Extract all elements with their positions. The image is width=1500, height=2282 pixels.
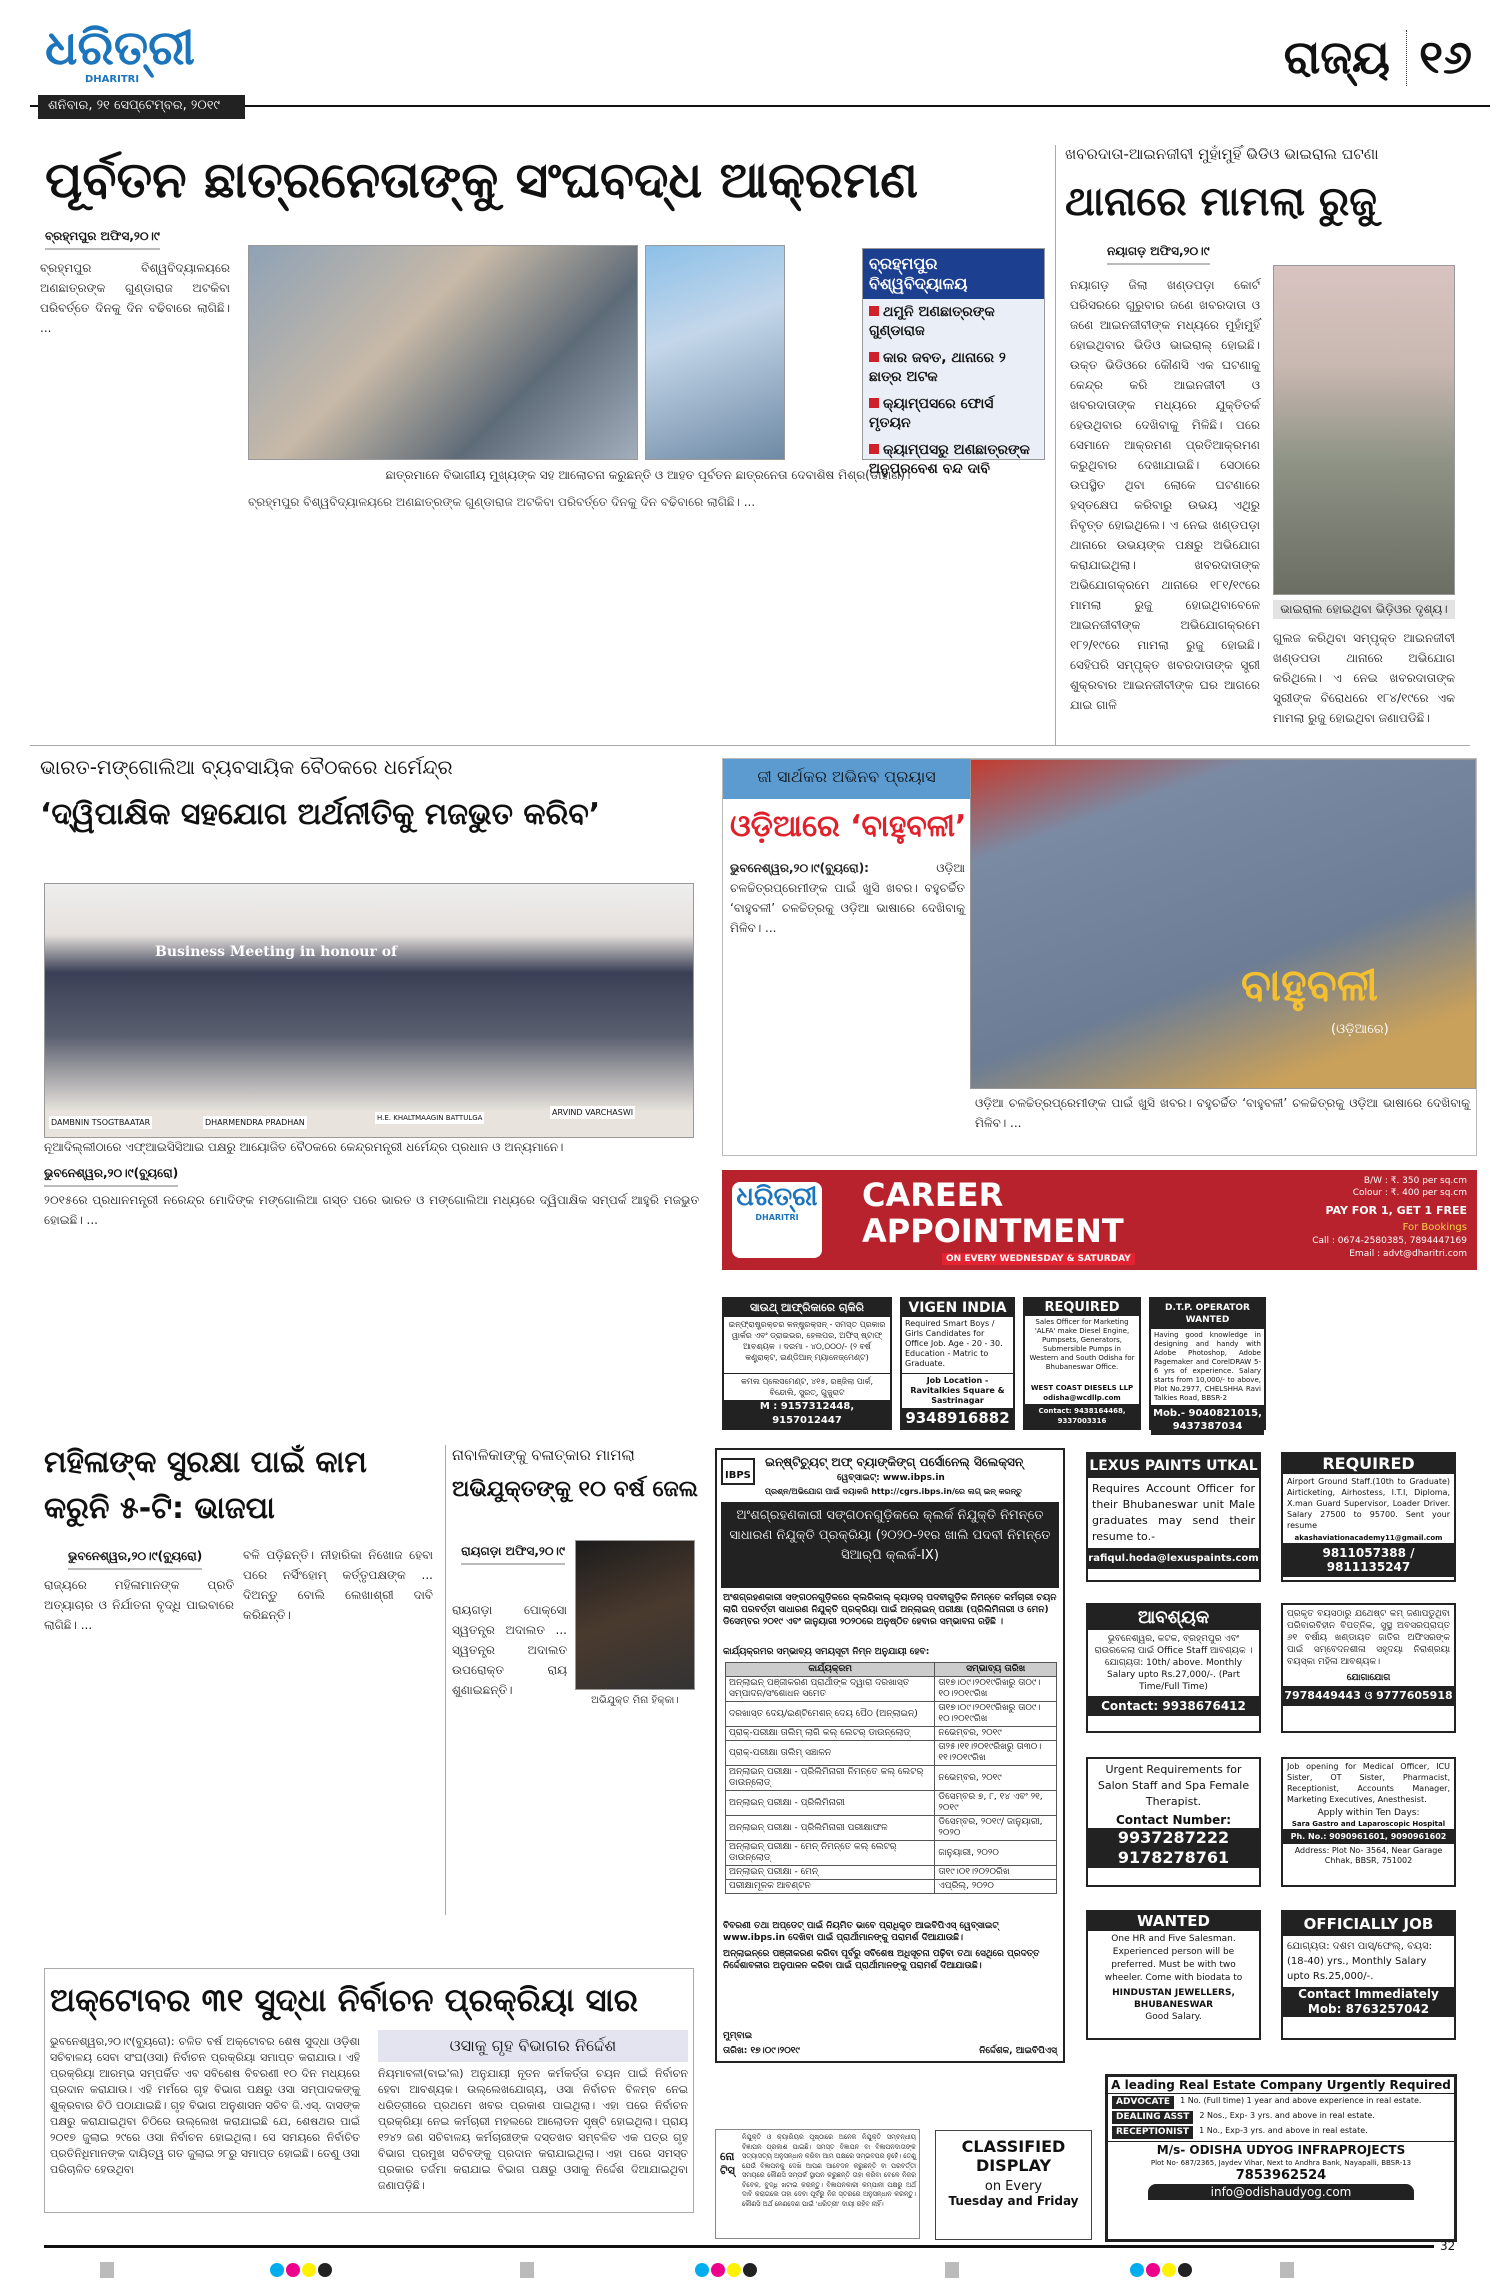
table-row: [726, 1816, 1057, 1841]
notice-box: ନୋଟିସ୍ ନିଯୁକ୍ତି ଓ କ୍ୟାରିୟର ପୃଷ୍ଠାରେ ଅନେକ ନିଯୁକ୍ତି ସମ୍ବନ୍ଧୀୟ ବିଜ୍ଞାପନ ପ୍ରକାଶ ପାଇଛି। ସମସ୍ତ ବିଜ୍ଞାପନ ବା ବିଜ୍ଞାପନଦାତାଙ୍କ ସତ୍ୟାସତ୍ୟ ଅନୁସନ୍ଧାନ କରିବା ଆମ ପକ୍ଷରେ ସମ୍ଭବପର ନୁହେଁ। ତେଣୁ ଯେଉଁ ବିଜ୍ଞାପନକୁ ଦେଖି ଆପଣ ଆବେଦନ କରୁଛନ୍ତି ବା ପରବର୍ତ୍ତୀ ସମୟରେ କୌଣସି ସମ୍ପର୍କ ସ୍ଥାପନ କରୁଛନ୍ତି ତାହା କରିବା ବେଳେ ନିଜର ବିବେକ, ବୁଦ୍ଧି ଖଟାଇ କରନ୍ତୁ। ବିଜ୍ଞାପନକାରୀ କମ୍ପାନୀ ପକ୍ଷରୁ ଅର୍ଥ ଦାବି କରାଗଲେ ତାହା ଦେବା ପୂର୍ବରୁ ନିଜ ସ୍ତରରେ ଅନୁସନ୍ଧାନ କରନ୍ତୁ। କୌଣସି ଅର୍ଥ ନେଣଦେଣ ପାଇଁ 'ଧରିତ୍ରୀ' ଦାୟୀ ରହିବ ନାହିଁ।: [715, 2129, 920, 2239]
ad-sara-hospital: Job opening for Medical Officer, ICU Sister, OT Sister, Pharmacist, Receptionist, Accounts Manager, Marketing Executives, Anesthesist. Apply within Ten Days: Sara Gastro and Laparoscopic Hospital Ph. No.: 9090961601, 9090961602 Address: Plot No- 3564, Near Garage Chhak, BBSR, 751002: [1281, 1757, 1456, 1887]
story3-photo-meeting: [44, 883, 694, 1138]
table-cell: ଅନ୍‌ଲାଇନ୍ ପରୀକ୍ଷା - ମେନ୍: [726, 1866, 935, 1880]
gray-swatch: [945, 2262, 959, 2278]
table-cell: ତା୧୭।୦୯।୨୦୧୯ରିଖରୁ ତା୦୯।୧୦।୨୦୧୯ରିଖ: [935, 1702, 1057, 1727]
story4-body: ଭୁବନେଶ୍ୱର,୨୦।୯(ବ୍ୟୁରୋ): ଓଡ଼ିଆ ଚଳଚ୍ଚିତ୍ରପ୍ରେମୀଙ୍କ ପାଇଁ ଖୁସି ଖବର। ବହୁଚର୍ଚ୍ଚିତ ‘ବାହୁବଳୀ’ ଚଳଚ୍ଚିତ୍ରକୁ ଓଡ଼ିଆ ଭାଷାରେ ଦେଖିବାକୁ ମିଳିବ। ...: [730, 861, 965, 935]
story1-photo-caption: ଛାତ୍ରମାନେ ବିଭାଗୀୟ ମୁଖ୍ୟଙ୍କ ସହ ଆଲୋଚନା କରୁଛନ୍ତି ଓ ଆହତ ପୂର୍ବତନ ଛାତ୍ରନେତା ଦେବାଶିଷ ମିଶ୍ର(ଡାହାଣ)।: [385, 468, 911, 482]
gray-swatch: [520, 2262, 534, 2278]
story6-body: ରାୟଗଡ଼ା ପୋକ୍ସୋ ସ୍ୱତନ୍ତ୍ର ଅଦାଲତ ... ସ୍ୱତନ୍ତ୍ର ଅଦାଲତ ଉପରୋକ୍ତ ରାୟ ଶୁଣାଇଛନ୍ତି।: [452, 1603, 567, 1697]
ad-airport-staff: REQUIRED Airport Ground Staff.(10th to Graduate) Airticketing, Airhostess, I.T.I, Diploma, X.man Guard Supervisor, Loader Driver. Salary 27500 to 95700. Sent your resume akashaviationacademy11@gmail.com 9811057388 / 9811135247: [1281, 1452, 1456, 1582]
role-row: [1112, 2126, 1450, 2139]
story1-dateline: ବ୍ରହ୍ମପୁର ଅଫିସ,୨୦।୯: [45, 225, 160, 250]
career-rate-bw: B/W : ₹. 350 per sq.cm: [1363, 1176, 1467, 1186]
table-cell: ତା୧୯।୦୧।୨୦୨୦ରିଖ: [935, 1866, 1057, 1880]
infobox-item: କ୍ୟାମ୍ପସରୁ ଅଣଛାତ୍ରଙ୍କ ଅନୁପ୍ରବେଶ ବନ୍ଦ ଦାବି: [869, 442, 1030, 477]
table-cell: ନଭେମ୍ବର, ୨୦୧୯: [935, 1727, 1057, 1741]
table-row: [726, 1741, 1057, 1766]
ad-bride-wanted: ପ୍ରକୃତ ବୟସଠାରୁ ଯଥେଷ୍ଟ କମ୍ ଜଣାପଡୁଥିବା ପରିବାରବିହୀନ ବିପତ୍ନିକ, ସୁସ୍ଥ ଅବସରପ୍ରାପ୍ତ ୬୧ ବର୍ଷୀୟ ଖଣ୍ଡାୟତ ଜାତିର ଅଫିସରଙ୍କ ପାଇଁ ସମ୍ବେଦନଶୀଳା ସହୃଦୟା ନିରାଶ୍ରୟା ବୟସ୍କା ମହିଳା ଆବଶ୍ୟକ। ଯୋଗାଯୋଗ 7978449443 ଓ 9777605918: [1281, 1603, 1456, 1733]
story6-kicker: ନାବାଳିକାଙ୍କୁ ବଳାତ୍କାର ମାମଲା: [452, 1446, 635, 1464]
story2-dateline: ନୟାଗଡ଼ ଅଫିସ,୨୦।୯: [1107, 240, 1210, 265]
ad-officially-job: OFFICIALLY JOB ଯୋଗ୍ୟତା: ଦଶମ ପାସ୍/ଫେଲ୍, ବୟସ: (18-40) yrs., Monthly Salary upto Rs.25,000/-. Contact Immediately Mob: 8763257042: [1281, 1910, 1456, 2040]
table-cell: ଅନ୍‌ଲାଇନ୍ ପରୀକ୍ଷା - ପ୍ରିଲିମିନାରୀ ପରୀକ୍ଷାଫଳ: [726, 1816, 935, 1841]
ad-ibps: IBPS ଇନ୍‌ଷ୍ଟିଚ୍ୟୁଟ୍ ଅଫ୍ ବ୍ୟାଙ୍କିଙ୍ଗ୍ ପର୍ସୋନେଲ୍ ସିଲେକ୍ସନ୍ ୱେବ୍‌ସାଇଟ୍: www.ibps.in ପ୍ରଶ୍ନ/ଅଭିଯୋଗ ପାଇଁ ଦୟାକରି http://cgrs.ibps.in/ରେ ଲଗ୍ ଇନ୍ କରନ୍ତୁ ଅଂଶଗ୍ରହଣକାରୀ ସଙ୍ଗଠନଗୁଡ଼ିକରେ କ୍ଲର୍କ ନିଯୁକ୍ତି ନିମନ୍ତେ ସାଧାରଣ ନିଯୁକ୍ତି ପ୍ରକ୍ରିୟା (୨୦୨୦-୨୧ର ଖାଲି ପଦବୀ ନିମନ୍ତେ ସିଆର୍‌ପି କ୍ଲର୍କ-IX) ଅଂଶଗ୍ରହଣକାରୀ ସଙ୍ଗଠନଗୁଡ଼ିକରେ କ୍ଲରିକାଲ୍ କ୍ୟାଡର୍ ପଦବୀଗୁଡ଼ିକ ନିମନ୍ତେ କର୍ମଚାରୀ ଚୟନ ଲାଗି ପରବର୍ତ୍ତୀ ସାଧାରଣ ନିଯୁକ୍ତି ପ୍ରକ୍ରିୟା ପାଇଁ ଅନ୍‌ଲାଇନ୍ ପରୀକ୍ଷା (ପ୍ରିଲିମିନାରୀ ଓ ମେନ) ଡିସେମ୍ବର ୨୦୧୯ ଏବଂ ଜାନୁୟାରୀ ୨୦୨୦ରେ ଅନୁଷ୍ଠିତ ହେବାର ସମ୍ଭାବନା ରହିଛି । କାର୍ଯ୍ୟକ୍ରମର ସମ୍ଭାବ୍ୟ ସମୟସୂଚୀ ନିମ୍ନ ଅନୁଯାୟୀ ହେବ: କାର୍ଯ୍ୟକ୍ରମ ସମ୍ଭାବ୍ୟ ତାରିଖ ଅନ୍‌ଲାଇନ୍ ପଞ୍ଜୀକରଣ ପ୍ରାର୍ଥୀଙ୍କ ଦ୍ୱାରା ଦରଖାସ୍ତ ସମ୍ପାଦନ/ସଂଶୋଧନ ସମେତ ତା୧୭।୦୯।୨୦୧୯ରିଖରୁ ତା୦୯।୧୦।୨୦୧୯ରିଖ ଦରଖାସ୍ତ ଦେୟ/ଇଣ୍ଟିମେଶନ୍ ଦେୟ ପୈଠ (ଅନ୍‌ଲାଇନ୍) ତା୧୭।୦୯।୨୦୧୯ରିଖରୁ ତା୦୯।୧୦।୨୦୧୯ରିଖ ପ୍ରାକ୍-ପରୀକ୍ଷା ତାଲିମ୍ ଲାଗି କଲ୍ ଲେଟର୍ ଡାଉନ୍‌ଲୋଡ୍ ନଭେମ୍ବର, ୨୦୧୯ ପ୍ରାକ୍-ପରୀକ୍ଷା ତାଲିମ୍ ସଞ୍ଚାଳନ ତା୨୫।୧୧।୨୦୧୯ରିଖରୁ ତା୩୦।୧୧।୨୦୧୯ରିଖ ଅନ୍‌ଲାଇନ୍ ପରୀକ୍ଷା - ପ୍ରିଲିମିନାରୀ ନିମନ୍ତେ କଲ୍ ଲେଟର୍ ଡାଉନ୍‌ଲୋଡ୍ ନଭେମ୍ବର, ୨୦୧୯ ଅନ୍‌ଲାଇନ୍ ପରୀକ୍ଷା - ପ୍ରିଲିମିନାରୀ ଡିସେମ୍ବର ୭, ୮, ୧୪ ଏବଂ ୨୧, ୨୦୧୯ ଅନ୍‌ଲାଇନ୍ ପରୀକ୍ଷା - ପ୍ରିଲିମିନାରୀ ପରୀକ୍ଷାଫଳ ଡିସେମ୍ବର, ୨୦୧୯/ ଜାନୁୟାରୀ, ୨୦୨୦ ଅନ୍‌ଲାଇନ୍ ପରୀକ୍ଷା - ମେନ୍ ନିମନ୍ତେ କଲ୍ ଲେଟର୍ ଡାଉନ୍‌ଲୋଡ୍ ଜାନୁୟାରୀ, ୨୦୨୦ ଅନ୍‌ଲାଇନ୍ ପରୀକ୍ଷା - ମେନ୍ ତା୧୯।୦୧।୨୦୨୦ରିଖ ପରୀକ୍ଷାମୂଳକ ଆବଣ୍ଟନ ଏପ୍ରିଲ୍, ୨୦୨୦ ବିବରଣୀ ତଥା ଅପ୍‌ଡେଟ୍ ପାଇଁ ନିୟମିତ ଭାବେ ପ୍ରାଧିକୃତ ଆଇବିପିଏସ୍ ୱେବ୍‌ସାଇଟ୍ www.ibps.in ଦେଖିବା ପାଇଁ ପ୍ରାର୍ଥୀମାନଙ୍କୁ ପରାମର୍ଶ ଦିଆଯାଉଛି। ଅନ୍‌ଲାଇନ୍‌ରେ ପଞ୍ଜୀକରଣ କରିବା ପୂର୍ବରୁ ସବିଶେଷ ଅଧିସୂଚନା ପଢ଼ିବା ତଥା ସେଥିରେ ପ୍ରଦତ୍ତ ନିର୍ଦ୍ଦେଶାବଳୀର ଅନୁପାଳନ କରିବା ପାଇଁ ପ୍ରାର୍ଥୀମାନଙ୍କୁ ପରାମର୍ଶ ଦିଆଯାଉଛି। ମୁମ୍ବାଇ ତାରିଖ: ୧୭।୦୯।୨୦୧୯ ନିର୍ଦ୍ଦେଶକ, ଆଇବିପିଏସ୍: [715, 1448, 1065, 2063]
career-call: Call : 0674-2580385, 7894447169: [1312, 1236, 1467, 1246]
career-rate-colour: Colour : ₹. 400 per sq.cm: [1352, 1188, 1467, 1198]
table-cell: ତା୧୭।୦୯।୨୦୧୯ରିଖରୁ ତା୦୯।୧୦।୨୦୧୯ରିଖ: [935, 1677, 1057, 1702]
table-cell: ଡିସେମ୍ବର ୭, ୮, ୧୪ ଏବଂ ୨୧, ୨୦୧୯: [935, 1791, 1057, 1816]
table-row: [726, 1727, 1057, 1741]
column-divider: [445, 1445, 446, 1915]
table-cell: ତା୨୫।୧୧।୨୦୧୯ରିଖରୁ ତା୩୦।୧୧।୨୦୧୯ରିଖ: [935, 1741, 1057, 1766]
career-schedule: ON EVERY WEDNESDAY & SATURDAY: [942, 1253, 1135, 1265]
ad-odisha-udyog: A leading Real Estate Company Urgently Required ADVOCATE 1 No. (Full time) 1 year and above experience in real estate. DEALING ASST 2 Nos., Exp- 3 yrs. and above in real estate. RECEPTIONIST 1 No., Exp-3 yrs. and above in real estate. M/s- ODISHA UDYOG INFRAPROJECTS Plot No- 687/2365, Jaydev Vihar, Next to Andhra Bank, Nayapalli, BBSR-13 7853962524 info@odishaudyog.com: [1105, 2074, 1457, 2242]
story1-photo-injured: [645, 245, 785, 460]
story1-body: ବ୍ରହ୍ମପୁର ବିଶ୍ୱବିଦ୍ୟାଳୟରେ ଅଣଛାତ୍ରଙ୍କ ଗୁଣ୍ଡାରାଜ ଅଟକିବା ପରିବର୍ତ୍ତେ ଦିନକୁ ଦିନ ବଢିବାରେ ଲାଗିଛି। ...: [40, 261, 230, 335]
dharitri-logo: ଧରିତ୍ରୀ DHARITRI: [45, 20, 195, 85]
column-divider: [1055, 145, 1056, 745]
ad-abasyak: ଆବଶ୍ୟକ ଭୁବନେଶ୍ୱର, କଟକ, ବ୍ରହ୍ମପୁର ଏବଂ ରାଉରକେଲା ପାଇଁ Office Staff ଆବଶ୍ୟକ । ଯୋଗ୍ୟତା: 10th/ above. Monthly Salary upto Rs.27,000/-. (Part Time/Full Time) Contact: 9938676412: [1086, 1603, 1261, 1733]
table-row: [726, 1702, 1057, 1727]
print-page-number: 32: [1440, 2239, 1456, 2253]
table-row: [726, 1880, 1057, 1894]
story2-photo-caption: ଭାଇରାଲ ହୋଇଥିବା ଭିଡ଼ିଓର ଦୃଶ୍ୟ।: [1273, 600, 1455, 619]
story4-headline: ଓଡ଼ିଆରେ ‘ବାହୁବଳୀ’: [730, 809, 967, 844]
table-header: କାର୍ଯ୍ୟକ୍ରମ: [726, 1663, 935, 1677]
career-email: Email : advt@dharitri.com: [1349, 1249, 1467, 1259]
career-title-1: CAREER: [862, 1176, 1004, 1214]
table-cell: ଅନ୍‌ଲାଇନ୍ ପରୀକ୍ଷା - ମେନ୍ ନିମନ୍ତେ କଲ୍ ଲେଟର୍ ଡାଉନ୍‌ଲୋଡ୍: [726, 1841, 935, 1866]
masthead-rule: [30, 105, 1490, 107]
footer-rule: [44, 2245, 1434, 2248]
table-cell: ଏପ୍ରିଲ୍, ୨୦୨୦: [935, 1880, 1057, 1894]
story7-body-left: ଭୁବନେଶ୍ୱର,୨୦।୯(ବ୍ୟୁରୋ): ଚଳିତ ବର୍ଷ ଅକ୍ଟୋବର ଶେଷ ସୁଦ୍ଧା ଓଡ଼ିଶା ସଚିବାଳୟ ସେବା ସଂଘ(ଓସା) ନିର୍ବାଚନ ପ୍ରକ୍ରିୟା ସମାପ୍ତ କରାଯାଉ। ଏହି ପ୍ରକ୍ରିୟା ଆରମ୍ଭ ସମ୍ପର୍କିତ ଏବ ସବିଶେଷ ବିବରଣୀ ୧୦ ଦିନ ମଧ୍ୟରେ ପ୍ରଦାନ କରାଯାଉ। ଏହି ମର୍ମରେ ଗୃହ ବିଭାଗ ପକ୍ଷରୁ ଓସା ସମ୍ପାଦକଙ୍କୁ ଶୁକ୍ରବାର ଚିଠି ପଠାଯାଇଛି। ଗୃହ ବିଭାଗ ଅନୁଶାସନ ସଚିବ ଜି.ଏସ୍. ଦାସଙ୍କ ପକ୍ଷରୁ କରାଯାଇଥିବା ଚିଠିରେ ଉଲ୍ଲେଖ କରାଯାଇଛି ଯେ, ଶେଷଥର ପାଇଁ ୨୦୧୭ ଜୁଲାଇ ୨୯ରେ ଓସା ନିର୍ବାଚନ ହୋଇଥିଲା। ସେ ସମୟରେ ନିର୍ବାଚିତ ପ୍ରତିନିଧିମାନଙ୍କ ଦାୟିତ୍ୱ ଗତ ଜୁଲାଇ ୨୮ରୁ ସମାପ୍ତ ହୋଇଛି। ତେଣୁ ଓସା ପରିଚାଳିତ ହେଉଥିବା: [50, 2035, 360, 2176]
table-row: [726, 1791, 1057, 1816]
table-cell: ଡିସେମ୍ବର, ୨୦୧୯/ ଜାନୁୟାରୀ, ୨୦୨୦: [935, 1816, 1057, 1841]
table-cell: ଅନ୍‌ଲାଇନ୍ ପରୀକ୍ଷା - ପ୍ରିଲିମିନାରୀ ନିମନ୍ତେ କଲ୍ ଲେଟର୍ ଡାଉନ୍‌ଲୋଡ୍: [726, 1766, 935, 1791]
infobox-item: କାର ଜବତ, ଥାନାରେ ୨ ଛାତ୍ର ଅଟକ: [869, 350, 1006, 385]
table-cell: ପରୀକ୍ଷାମୂଳକ ଆବଣ୍ଟନ: [726, 1880, 935, 1894]
story1-headline: ପୂର୍ବତନ ଛାତ୍ରନେତାଙ୍କୁ ସଂଘବଦ୍ଧ ଆକ୍ରମଣ: [45, 151, 919, 209]
color-registration-marks: [100, 2262, 1500, 2282]
poster-title: ବାହୁବଳୀ: [1241, 960, 1379, 1011]
table-cell: ଦରଖାସ୍ତ ଦେୟ/ଇଣ୍ଟିମେଶନ୍ ଦେୟ ପୈଠ (ଅନ୍‌ଲାଇନ୍): [726, 1702, 935, 1727]
infobox-item: ଥମୁନି ଅଣଛାତ୍ରଙ୍କ ଗୁଣ୍ଡାରାଜ: [869, 304, 995, 339]
ibps-banner: ଅଂଶଗ୍ରହଣକାରୀ ସଙ୍ଗଠନଗୁଡ଼ିକରେ କ୍ଲର୍କ ନିଯୁକ୍ତି ନିମନ୍ତେ ସାଧାରଣ ନିଯୁକ୍ତି ପ୍ରକ୍ରିୟା (୨୦୨୦-୨୧ର ଖାଲି ପଦବୀ ନିମନ୍ତେ ସିଆର୍‌ପି କ୍ଲର୍କ-IX): [721, 1502, 1059, 1588]
ad-west-coast-diesels: REQUIRED Sales Officer for Marketing 'ALFA' make Diesel Engine, Pumpsets, Generators, Submersible Pumps in Western and South Odisha for Bhubaneswar Office. WEST COAST DIESELS LLP odisha@wcdllp.com Contact: 9438164468, 9337003316: [1023, 1297, 1141, 1430]
ad-south-africa: ସାଉଥ୍ ଆଫ୍ରିକାରେ ଚାକିରି ଇନ୍‌ଫ୍ରାଷ୍ଟ୍ରକ୍ଚର କନ୍‌ଷ୍ଟ୍ରକ୍ସନ୍ - ସମସ୍ତ ପ୍ରକାର ୱାର୍କର ଏବଂ ଡ୍ରାଇଭର, ହେଲପର, ଅଫିସ୍ ଷ୍ଟାଫ୍ ଆବଶ୍ୟକ । ଦରମା - ୪୦,୦୦୦/- (୨ ବର୍ଷ କଣ୍ଟ୍ରାକ୍ଟ, ଇଣ୍ଡିଆନ୍ ମ୍ୟାନେଜ୍‌ମେଣ୍ଟ) କମଲ ପ୍ଲେସମେଣ୍ଟ, ୪୧୫, ରଞ୍ଜିଲା ପାର୍କ, ବିନ୍ଦୋଲି, ସୁରତ୍, ଗୁଜୁରାଟ M : 9157312448, 9157012447: [722, 1297, 892, 1430]
table-cell: ପ୍ରାକ୍-ପରୀକ୍ଷା ତାଲିମ୍ ଲାଗି କଲ୍ ଲେଟର୍ ଡାଉନ୍‌ଲୋଡ୍: [726, 1727, 935, 1741]
story2-photo-jeep: [1273, 265, 1455, 595]
ad-vigen-india: VIGEN INDIA Required Smart Boys / Girls Candidates for Office Job. Age - 20 - 30. Education - Matric to Graduate. Job Location - Ravitalkies Square & Sastrinagar 9348916882: [900, 1297, 1015, 1430]
page-number: ୧୬: [1406, 30, 1472, 86]
career-logo: ଧରିତ୍ରୀ DHARITRI: [732, 1182, 822, 1258]
story1-body-cols: ବ୍ରହ୍ମପୁର ବିଶ୍ୱବିଦ୍ୟାଳୟରେ ଅଣଛାତ୍ରଙ୍କ ଗୁଣ୍ଡାରାଜ ଅଟକିବା ପରିବର୍ତ୍ତେ ଦିନକୁ ଦିନ ବଢିବାରେ ଲାଗିଛି। ...: [248, 495, 756, 509]
story7-body-right: ନିୟମାବଳୀ(ବାଇ'ଲ) ଅନୁଯାୟୀ ନୂତନ କର୍ମକର୍ତ୍ତା ଚୟନ ପାଇଁ ନିର୍ବାଚନ ହେବା ଆବଶ୍ୟକ। ଉଲ୍ଲେଖଯୋଗ୍ୟ, ଓସା ନିର୍ବାଚନ ବିଳମ୍ବ ନେଇ ଧରିତ୍ରୀରେ ପ୍ରଥମେ ଖବର ପ୍ରକାଶ ପାଇଥିଲା। ଏହା ପରେ ନିର୍ବାଚନ ପ୍ରକ୍ରିୟା ନେଇ କର୍ମଚାରୀ ମହଲରେ ଆଲୋଡନ ସୃଷ୍ଟି ହୋଇଥିଲା। ପ୍ରାୟ ୧୨୪୨ ଜଣ ସଚିବାଳୟ କର୍ମଚାରୀଙ୍କ ଦସ୍ତଖତ ସମ୍ବଳିତ ଏକ ପତ୍ର ଗୃହ ବିଭାଗ ପ୍ରମୁଖ ସଚିବଙ୍କୁ ପ୍ରଦାନ କରାଯାଇଥିଲା। ଏହା ପରେ ସମସ୍ତ ପ୍ରକାର ତର୍ଜମା କରାଯାଇ ବିଭାଗ ପକ୍ଷରୁ ଓସାକୁ ନିର୍ଦ୍ଦେଶ ଦିଆଯାଇଥିବା ଜଣାପଡ଼ିଛି।: [378, 2067, 688, 2192]
issue-date: ଶନିବାର, ୨୧ ସେପ୍ଟେମ୍ବର, ୨୦୧୯: [38, 95, 245, 119]
role-label: DEALING ASST: [1112, 2111, 1193, 2124]
story3-headline: ‘ଦ୍ୱିପାକ୍ଷିକ ସହଯୋଗ ଅର୍ଥନୀତିକୁ ମଜଭୁତ କରିବ’: [40, 797, 601, 832]
story3-body: ୨୦୧୫ରେ ପ୍ରଧାନମନ୍ତ୍ରୀ ନରେନ୍ଦ୍ର ମୋଦିଙ୍କ ମଙ୍ଗୋଲିଆ ଗସ୍ତ ପରେ ଭାରତ ଓ ମଙ୍ଗୋଲିଆ ମଧ୍ୟରେ ଦ୍ୱିପାକ୍ଷିକ ସମ୍ପର୍କ ଆହୁରି ମଜଭୁତ ହୋଇଛି। ...: [44, 1193, 699, 1227]
story2-body-cont: ଗୁଲଜ କରିଥିବା ସମ୍ପୃକ୍ତ ଆଇନଜୀବୀ ଖଣ୍ଡପଡା ଥାନାରେ ଅଭିଯୋଗ କରିଥିଲେ। ଏ ନେଇ ଖବରଦାତାଙ୍କ ସ୍ତ୍ରୀଙ୍କ ବିରୋଧରେ ୧୮୪/୧୯ରେ ଏକ ମାମଲା ରୁଜୁ ହୋଇଥିବା ଜଣାପଡିଛି।: [1273, 631, 1455, 725]
table-cell: ଜାନୁୟାରୀ, ୨୦୨୦: [935, 1841, 1057, 1866]
table-row: [726, 1866, 1057, 1880]
gray-swatch: [100, 2262, 114, 2278]
story4-kicker: ଜୀ ସାର୍ଥକର ଅଭିନବ ପ୍ରୟାସ: [723, 759, 970, 799]
story3-kicker: ଭାରତ-ମଙ୍ଗୋଲିଆ ବ୍ୟବସାୟିକ ବୈଠକରେ ଧର୍ମେନ୍ଦ୍ର: [40, 755, 453, 779]
ad-dtp-operator: D.T.P. OPERATOR WANTED Having good knowledge in designing and handy with Adobe Photoshop, Adobe Pagemaker and CorelDRAW 5-6 yrs of experience. Salary starts from 10,000/- to above, Plot No.2977, CHELSHHA Ravi Talkies Road, BBSR-2 Mob.- 9040821015, 9437387034: [1149, 1297, 1266, 1430]
cmyk-dots: [695, 2262, 759, 2281]
role-row: [1112, 2111, 1450, 2124]
gray-swatch: [1280, 2262, 1294, 2278]
ad-lexus-paints: LEXUS PAINTS UTKAL Requires Account Officer for their Bhubaneswar unit Male graduates may send their resume to.- rafiqul.hoda@lexuspaints.com: [1086, 1452, 1261, 1582]
story5-body-col2: ବଳି ପଡ଼ିଛନ୍ତି। ନୀହାରିକା ନିଖୋଜ ହେବା ପରେ ନର୍ସିଂହୋମ୍ କର୍ତ୍ତୃପକ୍ଷଙ୍କ ... ଦିଅନ୍ତୁ ବୋଲି ଲେଖାଶ୍ରୀ ଦାବି କରିଛନ୍ତି।: [243, 1548, 433, 1622]
ibps-schedule-table: [725, 1662, 1057, 1894]
table-header: ସମ୍ଭାବ୍ୟ ତାରିଖ: [935, 1663, 1057, 1677]
story2-body: ନୟାଗଡ଼ ଜିଲା ଖଣ୍ଡପଡ଼ା କୋର୍ଟ ପରିସରରେ ଗୁରୁବାର ଜଣେ ଖବରଦାତା ଓ ଜଣେ ଆଇନଜୀବୀଙ୍କ ମଧ୍ୟରେ ମୁହାଁମୁହିଁ ହୋଇଥିବାର ଭିଡିଓ ଭାଇରାଲ୍ ହୋଇଛି। ଉକ୍ତ ଭିଡିଓରେ କୌଣସି ଏକ ଘଟଣାକୁ କେନ୍ଦ୍ର କରି ଆଇନଜୀବୀ ଓ ଖବରଦାତାଙ୍କ ମଧ୍ୟରେ ଯୁକ୍ତିତର୍କ ହେଉଥିବାର ଦେଖିବାକୁ ମିଳିଛି। ପରେ ସେମାନେ ଆକ୍ରମଣ ପ୍ରତିଆକ୍ରମଣ କରୁଥିବାର ଦେଖାଯାଇଛି। ସେଠାରେ ଉପସ୍ଥିତ ଥିବା ଲୋକେ ଘଟଣାରେ ହସ୍ତକ୍ଷେପ କରିବାରୁ ଉଭୟ ଏଥିରୁ ନିବୃତ୍ତ ହୋଇଥିଲେ। ଏ ନେଇ ଖଣ୍ଡପଡ଼ା ଥାନାରେ ଉଭୟଙ୍କ ପକ୍ଷରୁ ଅଭିଯୋଗ କରାଯାଇଥିଲା। ଖବରଦାତାଙ୍କ ଅଭିଯୋଗକ୍ରମେ ଥାନାରେ ୧୮୧/୧୯ରେ ମାମଲା ରୁଜୁ ହୋଇଥିବାବେଳେ ଆଇନଜୀବୀଙ୍କ ଅଭିଯୋଗକ୍ରମେ ୧୮୨/୧୯ରେ ମାମଲା ରୁଜୁ ହୋଇଛି। ସେହିପରି ସମ୍ପୃକ୍ତ ଖବରଦାତାଙ୍କ ସ୍ତ୍ରୀ ଶୁକ୍ରବାର ଆଇନଜୀବୀଙ୍କ ଘର ଆଗରେ ଯାଇ ଗାଳି: [1070, 278, 1260, 712]
story1-photo-meeting: [248, 245, 638, 460]
table-row: [726, 1677, 1057, 1702]
ibps-logo: IBPS: [721, 1458, 755, 1485]
section-name: ରାଜ୍ୟ: [1283, 30, 1390, 84]
table-cell: ଅନ୍‌ଲାଇନ୍ ପଞ୍ଜୀକରଣ ପ୍ରାର୍ଥୀଙ୍କ ଦ୍ୱାରା ଦରଖାସ୍ତ ସମ୍ପାଦନ/ସଂଶୋଧନ ସମେତ: [726, 1677, 935, 1702]
story7-headline: ଅକ୍ଟୋବର ୩୧ ସୁଦ୍ଧା ନିର୍ବାଚନ ପ୍ରକ୍ରିୟା ସାର: [50, 1981, 639, 2019]
role-row: [1112, 2096, 1450, 2109]
career-title-2: APPOINTMENT: [862, 1212, 1124, 1250]
table-cell: ନଭେମ୍ବର, ୨୦୧୯: [935, 1766, 1057, 1791]
story2-kicker: ଖବରଦାତା-ଆଇନଜୀବୀ ମୁହାଁମୁହିଁ ଭିଡିଓ ଭାଇରାଲ ଘଟଣା: [1065, 145, 1379, 163]
photo-nameplate: DAMBNIN TSOGTBAATAR: [51, 1118, 151, 1127]
section-rule: [30, 745, 1470, 746]
bahubali-poster: [970, 759, 1476, 1089]
ad-wanted-jewellers: WANTED One HR and Five Salesman. Experienced person will be preferred. Must be with two wheeler. Come with biodata to HINDUSTAN JEWELLERS, BHUBANESWAR Good Salary.: [1086, 1910, 1261, 2040]
story5-headline: ମହିଳାଙ୍କ ସୁରକ୍ଷା ପାଇଁ କାମ କରୁନି ୫-ଟି: ଭାଜପା: [44, 1445, 367, 1526]
role-label: ADVOCATE: [1112, 2096, 1174, 2109]
story2-headline: ଥାନାରେ ମାମଲା ରୁଜୁ: [1065, 179, 1377, 225]
story7-sidebar-title: ଓସାକୁ ଗୃହ ବିଭାଗର ନିର୍ଦ୍ଦେଶ: [378, 2030, 688, 2062]
table-row: [726, 1841, 1057, 1866]
story5-dateline: ଭୁବନେଶ୍ୱର,୨୦।୯(ବ୍ୟୁରୋ): [68, 1545, 202, 1570]
role-detail: 1 No. (Full time) 1 year and above experience in real estate.: [1180, 2096, 1422, 2105]
story4-body-bottom: ଓଡ଼ିଆ ଚଳଚ୍ଚିତ୍ରପ୍ରେମୀଙ୍କ ପାଇଁ ଖୁସି ଖବର। ବହୁଚର୍ଚ୍ଚିତ ‘ବାହୁବଳୀ’ ଚଳଚ୍ଚିତ୍ରକୁ ଓଡ଼ିଆ ଭାଷାରେ ଦେଖିବାକୁ ମିଳିବ। ...: [975, 1096, 1470, 1130]
cmyk-dots: [270, 2262, 334, 2281]
infobox-item: କ୍ୟାମ୍ପସରେ ଫୋର୍ସ ମୃତୟନ: [869, 396, 994, 431]
table-cell: ଅନ୍‌ଲାଇନ୍ ପରୀକ୍ଷା - ପ୍ରିଲିମିନାରୀ: [726, 1791, 935, 1816]
career-appointment-banner: [722, 1170, 1477, 1270]
photo-nameplate: ARVIND VARCHASWI: [552, 1108, 634, 1117]
photo-banner: Business Meeting in honour of: [155, 944, 398, 960]
story5-body: ରାଜ୍ୟରେ ମହିଳାମାନଙ୍କ ପ୍ରତି ଅତ୍ୟାଚାର ଓ ନିର୍ଯାତନା ବୃଦ୍ଧି ପାଇବାରେ ଲାଗିଛି। ...: [44, 1578, 234, 1632]
role-label: RECEPTIONIST: [1112, 2126, 1193, 2139]
role-detail: 1 No., Exp-3 yrs. and above in real estate.: [1199, 2126, 1368, 2135]
ad-salon-staff: Urgent Requirements for Salon Staff and Spa Female Therapist. Contact Number: 9937287222 9178278761: [1086, 1757, 1261, 1887]
role-detail: 2 Nos., Exp- 3 yrs. and above in real estate.: [1199, 2111, 1375, 2120]
story6-photo-caption: ଅଭିଯୁକ୍ତ ମିନା ହିକ୍କା।: [591, 1695, 679, 1706]
realestate-email[interactable]: info@odishaudyog.com: [1148, 2184, 1414, 2200]
story3-dateline: ଭୁବନେଶ୍ୱର,୨୦।୯(ବ୍ୟୁରୋ): [44, 1162, 178, 1187]
career-bookings: For Bookings: [1402, 1222, 1467, 1233]
story1-infobox: ବ୍ରହ୍ମପୁର ବିଶ୍ୱବିଦ୍ୟାଳୟ ଥମୁନି ଅଣଛାତ୍ରଙ୍କ ଗୁଣ୍ଡାରାଜ କାର ଜବତ, ଥାନାରେ ୨ ଛାତ୍ର ଅଟକ କ୍ୟାମ୍ପସରେ ଫୋର୍ସ ମୃତୟନ କ୍ୟାମ୍ପସରୁ ଅଣଛାତ୍ରଙ୍କ ଅନୁପ୍ରବେଶ ବନ୍ଦ ଦାବି: [862, 248, 1045, 460]
story3-photo-caption: ନୂଆଦିଲ୍ଲୀଠାରେ ଏଫ୍ଆଇସିସିଆଇ ପକ୍ଷରୁ ଆୟୋଜିତ ବୈଠକରେ କେନ୍ଦ୍ରମନ୍ତ୍ରୀ ଧର୍ମେନ୍ଦ୍ର ପ୍ରଧାନ ଓ ଅନ୍ୟମାନେ।: [44, 1140, 564, 1154]
classified-display: CLASSIFIED DISPLAY on Every Tuesday and Friday: [935, 2130, 1092, 2240]
career-offer: PAY FOR 1, GET 1 FREE: [1325, 1204, 1467, 1217]
poster-subtitle: (ଓଡ଼ିଆରେ): [1331, 1022, 1389, 1037]
photo-nameplate: H.E. KHALTMAAGIN BATTULGA: [377, 1114, 483, 1122]
table-cell: ପ୍ରାକ୍-ପରୀକ୍ଷା ତାଲିମ୍ ସଞ୍ଚାଳନ: [726, 1741, 935, 1766]
table-row: [726, 1766, 1057, 1791]
cmyk-dots: [1130, 2262, 1194, 2281]
ibps-notes: ବିବରଣୀ ତଥା ଅପ୍‌ଡେଟ୍ ପାଇଁ ନିୟମିତ ଭାବେ ପ୍ରାଧିକୃତ ଆଇବିପିଏସ୍ ୱେବ୍‌ସାଇଟ୍ www.ibps.in ଦେଖିବା ପାଇଁ ପ୍ରାର୍ଥୀମାନଙ୍କୁ ପରାମର୍ଶ ଦିଆଯାଉଛି। ଅନ୍‌ଲାଇନ୍‌ରେ ପଞ୍ଜୀକରଣ କରିବା ପୂର୍ବରୁ ସବିଶେଷ ଅଧିସୂଚନା ପଢ଼ିବା ତଥା ସେଥିରେ ପ୍ରଦତ୍ତ ନିର୍ଦ୍ଦେଶାବଳୀର ଅନୁପାଳନ କରିବା ପାଇଁ ପ୍ରାର୍ଥୀମାନଙ୍କୁ ପରାମର୍ଶ ଦିଆଯାଉଛି।: [723, 1921, 1040, 1971]
story6-headline: ଅଭିଯୁକ୍ତଙ୍କୁ ୧୦ ବର୍ଷ ଜେଲ: [452, 1477, 698, 1502]
photo-nameplate: DHARMENDRA PRADHAN: [205, 1118, 305, 1127]
story6-dateline: ରାୟଗଡ଼ା ଅଫିସ,୨୦।୯: [458, 1540, 568, 1565]
story6-photo-accused: [575, 1540, 695, 1690]
